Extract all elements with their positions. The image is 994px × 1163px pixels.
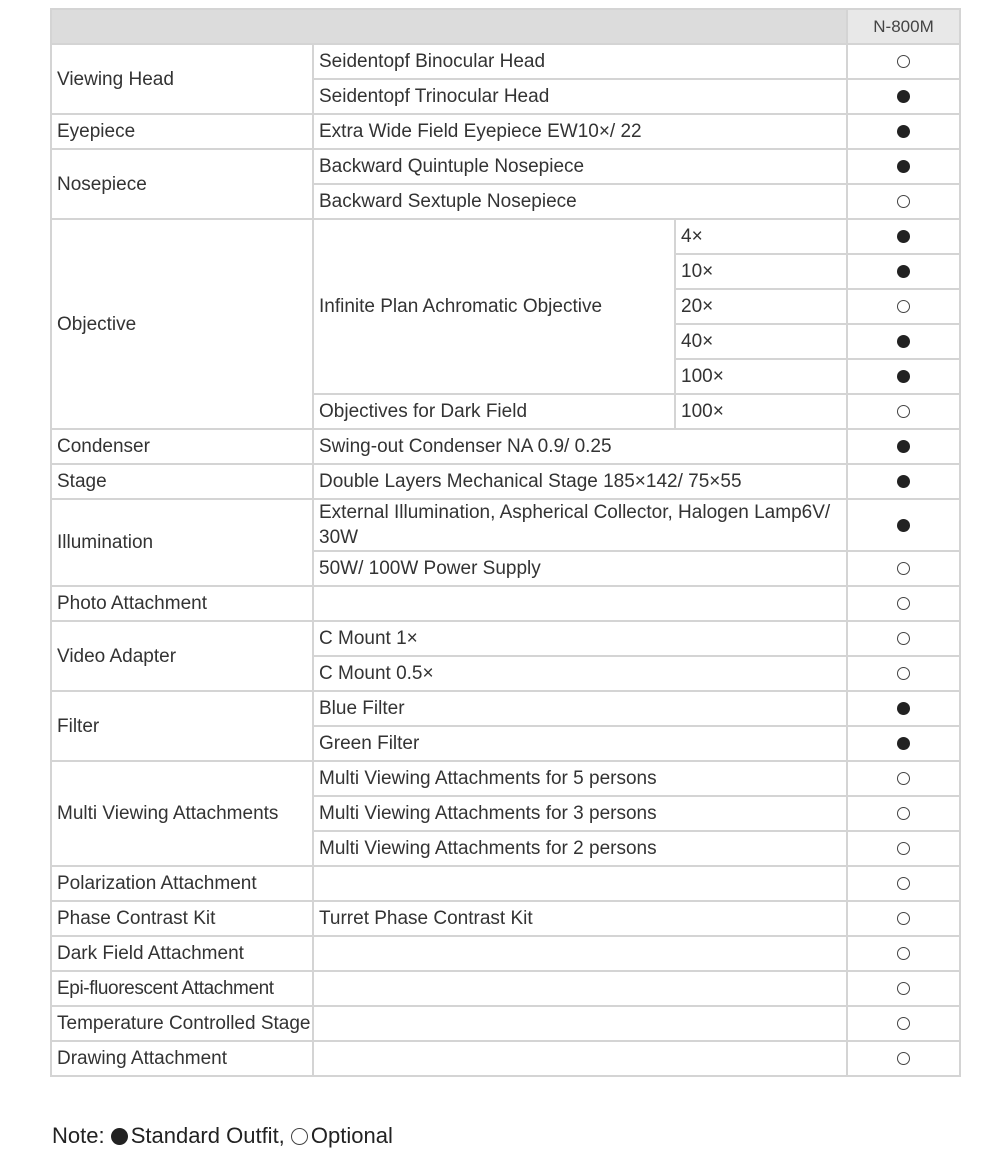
category-label: Nosepiece (51, 149, 313, 219)
item-label (313, 936, 847, 971)
item-label: Infinite Plan Achromatic Objective (313, 219, 675, 394)
note-standard-label: Standard Outfit, (130, 1123, 285, 1148)
legend-note (52, 1123, 393, 1149)
standard-mark-icon (897, 160, 910, 173)
standard-mark-icon (897, 370, 910, 383)
standard-mark-icon (897, 335, 910, 348)
item-label: 50W/ 100W Power Supply (313, 551, 847, 586)
header-blank (51, 9, 847, 44)
magnification-label: 40× (675, 324, 847, 359)
optional-mark-icon (897, 300, 910, 313)
item-label: Seidentopf Trinocular Head (313, 79, 847, 114)
note-optional-label: Optional (310, 1123, 393, 1148)
mark-cell (847, 936, 960, 971)
standard-mark-icon (111, 1128, 128, 1145)
model-header: N-800M (847, 9, 960, 44)
mark-cell (847, 1041, 960, 1076)
optional-mark-icon (897, 842, 910, 855)
table-row (51, 149, 960, 184)
category-label: Objective (51, 219, 313, 429)
spec-table (50, 8, 961, 1077)
item-label: External Illumination, Aspherical Collector, Halogen Lamp6V/ 30W (313, 499, 847, 551)
mark-cell (847, 656, 960, 691)
magnification-label: 4× (675, 219, 847, 254)
mark-cell (847, 831, 960, 866)
mark-cell (847, 359, 960, 394)
mark-cell (847, 761, 960, 796)
optional-mark-icon (897, 1017, 910, 1030)
category-label: Epi-fluorescent Attachment (51, 971, 313, 1006)
optional-mark-icon (897, 947, 910, 960)
table-row (51, 464, 960, 499)
table-row (51, 901, 960, 936)
table-row (51, 621, 960, 656)
mark-cell (847, 499, 960, 551)
mark-cell (847, 429, 960, 464)
item-label: Multi Viewing Attachments for 2 persons (313, 831, 847, 866)
standard-mark-icon (897, 265, 910, 278)
note-prefix: Note: (52, 1123, 111, 1148)
mark-cell (847, 324, 960, 359)
standard-mark-icon (897, 702, 910, 715)
item-label (313, 1041, 847, 1076)
mark-cell (847, 44, 960, 79)
optional-mark-icon (897, 807, 910, 820)
optional-mark-icon (897, 405, 910, 418)
item-label: Blue Filter (313, 691, 847, 726)
item-label: Objectives for Dark Field (313, 394, 675, 429)
mark-cell (847, 219, 960, 254)
optional-mark-icon (897, 1052, 910, 1065)
item-label (313, 586, 847, 621)
table-row (51, 936, 960, 971)
item-label: Double Layers Mechanical Stage 185×142/ 75×55 (313, 464, 847, 499)
table-row (51, 1006, 960, 1041)
header-row (51, 9, 960, 44)
table-row (51, 429, 960, 464)
item-label: Extra Wide Field Eyepiece EW10×/ 22 (313, 114, 847, 149)
mark-cell (847, 726, 960, 761)
item-label: Backward Quintuple Nosepiece (313, 149, 847, 184)
magnification-label: 100× (675, 394, 847, 429)
optional-mark-icon (897, 562, 910, 575)
category-label: Condenser (51, 429, 313, 464)
category-label: Temperature Controlled Stage (51, 1006, 313, 1041)
table-row (51, 691, 960, 726)
standard-mark-icon (897, 230, 910, 243)
standard-mark-icon (897, 737, 910, 750)
category-label: Video Adapter (51, 621, 313, 691)
table-row (51, 219, 960, 254)
mark-cell (847, 149, 960, 184)
standard-mark-icon (897, 125, 910, 138)
table-row (51, 499, 960, 551)
mark-cell (847, 796, 960, 831)
table-row (51, 971, 960, 1006)
category-label: Viewing Head (51, 44, 313, 114)
magnification-label: 10× (675, 254, 847, 289)
item-label: Seidentopf Binocular Head (313, 44, 847, 79)
standard-mark-icon (897, 440, 910, 453)
standard-mark-icon (897, 90, 910, 103)
mark-cell (847, 464, 960, 499)
mark-cell (847, 971, 960, 1006)
table-row (51, 761, 960, 796)
mark-cell (847, 114, 960, 149)
mark-cell (847, 901, 960, 936)
standard-mark-icon (897, 475, 910, 488)
mark-cell (847, 691, 960, 726)
item-label: Multi Viewing Attachments for 5 persons (313, 761, 847, 796)
standard-mark-icon (897, 519, 910, 532)
optional-mark-icon (897, 912, 910, 925)
category-label: Illumination (51, 499, 313, 586)
category-label: Phase Contrast Kit (51, 901, 313, 936)
mark-cell (847, 289, 960, 324)
magnification-label: 20× (675, 289, 847, 324)
table-row (51, 586, 960, 621)
mark-cell (847, 79, 960, 114)
category-label: Filter (51, 691, 313, 761)
item-label: C Mount 1× (313, 621, 847, 656)
item-label: Backward Sextuple Nosepiece (313, 184, 847, 219)
table-row (51, 1041, 960, 1076)
magnification-label: 100× (675, 359, 847, 394)
item-label: Swing-out Condenser NA 0.9/ 0.25 (313, 429, 847, 464)
category-label: Drawing Attachment (51, 1041, 313, 1076)
item-label (313, 866, 847, 901)
category-label: Dark Field Attachment (51, 936, 313, 971)
category-label: Photo Attachment (51, 586, 313, 621)
mark-cell (847, 1006, 960, 1041)
optional-mark-icon (897, 632, 910, 645)
mark-cell (847, 586, 960, 621)
category-label: Eyepiece (51, 114, 313, 149)
optional-mark-icon (897, 597, 910, 610)
category-label: Stage (51, 464, 313, 499)
optional-mark-icon (291, 1128, 308, 1145)
optional-mark-icon (897, 877, 910, 890)
category-label: Multi Viewing Attachments (51, 761, 313, 866)
item-label: Multi Viewing Attachments for 3 persons (313, 796, 847, 831)
table-row (51, 866, 960, 901)
item-label (313, 1006, 847, 1041)
table-row (51, 44, 960, 79)
optional-mark-icon (897, 667, 910, 680)
category-label: Polarization Attachment (51, 866, 313, 901)
mark-cell (847, 866, 960, 901)
item-label: C Mount 0.5× (313, 656, 847, 691)
mark-cell (847, 394, 960, 429)
mark-cell (847, 551, 960, 586)
mark-cell (847, 184, 960, 219)
optional-mark-icon (897, 982, 910, 995)
mark-cell (847, 254, 960, 289)
optional-mark-icon (897, 772, 910, 785)
item-label: Turret Phase Contrast Kit (313, 901, 847, 936)
optional-mark-icon (897, 195, 910, 208)
mark-cell (847, 621, 960, 656)
table-row (51, 114, 960, 149)
item-label (313, 971, 847, 1006)
item-label: Green Filter (313, 726, 847, 761)
optional-mark-icon (897, 55, 910, 68)
